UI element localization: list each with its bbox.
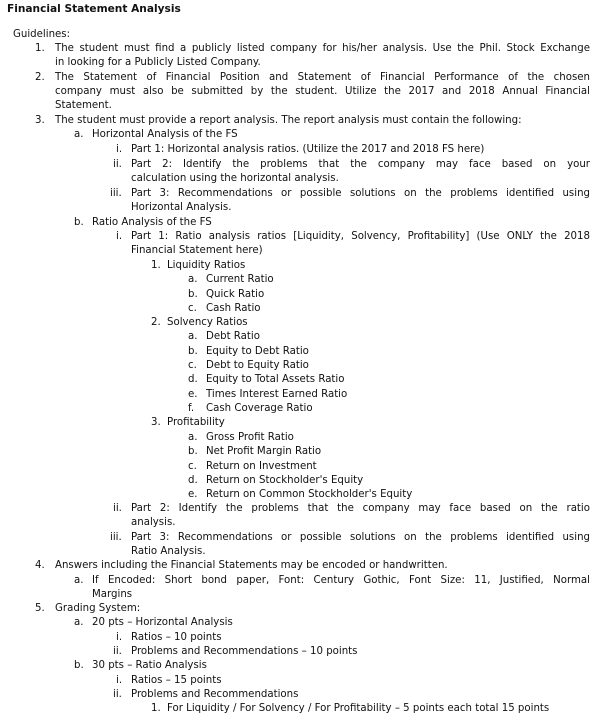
ratio-letter: d. (188, 475, 198, 486)
ratio-letter: a. (188, 274, 198, 285)
ratio-name: Gross Profit Ratio (206, 432, 294, 443)
ratio-name: Debt Ratio (206, 331, 260, 342)
item-4-text: Answers including the Financial Statements may be encoded or handwritten. (55, 560, 448, 571)
item-3b-i-line-2: Financial Statement here) (131, 245, 263, 256)
document-title: Financial Statement Analysis (7, 3, 181, 15)
item-5a-ii-text: Problems and Recommendations – 10 points (131, 646, 358, 657)
item-3b-ii-line-1: Part 2: Identify the problems that the company may face based on the ratio (131, 503, 590, 514)
ratio-name: Cash Ratio (206, 303, 261, 314)
item-5b-i-numeral: i. (116, 675, 123, 686)
ratio-letter: d. (188, 374, 198, 385)
item-3b-ii-line-2: analysis. (131, 517, 176, 528)
ratio-name: Current Ratio (206, 274, 274, 285)
ratio-letter: e. (188, 389, 198, 400)
ratio-name: Return on Investment (206, 461, 317, 472)
ratio-name: Equity to Debt Ratio (206, 346, 309, 357)
item-3a-i-text: Part 1: Horizontal analysis ratios. (Utilize the 2017 and 2018 FS here) (131, 144, 485, 155)
item-3b-iii-line-2: Ratio Analysis. (131, 546, 206, 557)
item-1-line-2: in looking for a Publicly Listed Company. (55, 57, 261, 68)
ratio-name: Equity to Total Assets Ratio (206, 374, 345, 385)
item-5b-ii-numeral: ii. (113, 689, 122, 700)
item-1-line-1: The student must find a publicly listed company for his/her analysis. Use the Phil. Stock Exchange (55, 43, 590, 54)
item-4a-line-1: If Encoded: Short bond paper, Font: Century Gothic, Font Size: 11, Justified, Normal (92, 575, 590, 586)
item-5-text: Grading System: (55, 603, 141, 614)
item-5a-text: 20 pts – Horizontal Analysis (92, 617, 233, 628)
item-3-text: The student must provide a report analysis. The report analysis must contain the following: (55, 115, 522, 126)
ratio-letter: c. (188, 461, 197, 472)
item-2-line-2: company must also be submitted by the student. Utilize the 2017 and 2018 Annual Financial (55, 86, 590, 97)
item-5a-letter: a. (74, 617, 84, 628)
ratio-name: Quick Ratio (206, 289, 265, 300)
item-1-number: 1. (35, 43, 45, 54)
item-3-number: 3. (35, 115, 45, 126)
ratio-letter: c. (188, 360, 197, 371)
ratio-group-number: 1. (151, 260, 161, 271)
item-5b-ii-1-number: 1. (151, 703, 161, 714)
item-3a-text: Horizontal Analysis of the FS (92, 129, 238, 140)
item-5b-ii-text: Problems and Recommendations (131, 689, 299, 700)
item-5a-i-text: Ratios – 10 points (131, 632, 222, 643)
ratio-name: Times Interest Earned Ratio (206, 389, 348, 400)
ratio-letter: c. (188, 303, 197, 314)
item-5b-i-text: Ratios – 15 points (131, 675, 222, 686)
item-4-number: 4. (35, 560, 45, 571)
item-3a-letter: a. (74, 129, 84, 140)
item-5b-letter: b. (74, 660, 84, 671)
item-3b-i-numeral: i. (116, 231, 123, 242)
item-3b-letter: b. (74, 217, 84, 228)
ratio-letter: b. (188, 346, 198, 357)
ratio-group-title-liquidity: Liquidity Ratios (167, 260, 246, 271)
item-3a-iii-line-2: Horizontal Analysis. (131, 202, 232, 213)
item-4a-line-2: Margins (92, 589, 133, 600)
ratio-letter: b. (188, 289, 198, 300)
item-5a-ii-numeral: ii. (113, 646, 122, 657)
item-5b-ii-1-text: For Liquidity / For Solvency / For Profitability – 5 points each total 15 points (167, 703, 550, 714)
item-3b-iii-numeral: iii. (110, 532, 122, 543)
ratio-name: Debt to Equity Ratio (206, 360, 309, 371)
item-2-line-1: The Statement of Financial Position and Statement of Financial Performance of the chosen (55, 72, 590, 83)
ratio-letter: e. (188, 489, 198, 500)
item-5a-i-numeral: i. (116, 632, 123, 643)
guidelines-label: Guidelines: (13, 29, 71, 40)
ratio-letter: f. (188, 403, 195, 414)
item-2-line-3: Statement. (55, 100, 112, 111)
ratio-group-title-solvency: Solvency Ratios (167, 317, 248, 328)
ratio-name: Return on Stockholder's Equity (206, 475, 364, 486)
ratio-letter: a. (188, 432, 198, 443)
ratio-group-number: 2. (151, 317, 161, 328)
ratio-name: Cash Coverage Ratio (206, 403, 313, 414)
item-5b-text: 30 pts – Ratio Analysis (92, 660, 207, 671)
item-3a-ii-line-2: calculation using the horizontal analysis. (131, 173, 339, 184)
item-3b-text: Ratio Analysis of the FS (92, 217, 212, 228)
item-4a-letter: a. (74, 575, 84, 586)
item-3a-iii-numeral: iii. (110, 188, 122, 199)
item-3b-iii-line-1: Part 3: Recommendations or possible solutions on the problems identified using (131, 532, 590, 543)
item-3a-i-numeral: i. (116, 144, 123, 155)
ratio-name: Net Profit Margin Ratio (206, 446, 322, 457)
item-3b-i-line-1: Part 1: Ratio analysis ratios [Liquidity, Solvency, Profitability] (Use ONLY the 2018 (131, 231, 590, 242)
item-3a-iii-line-1: Part 3: Recommendations or possible solutions on the problems identified using (131, 188, 590, 199)
item-3a-ii-line-1: Part 2: Identify the problems that the company may face based on your (131, 159, 590, 170)
ratio-group-number: 3. (151, 417, 161, 428)
item-2-number: 2. (35, 72, 45, 83)
ratio-letter: a. (188, 331, 198, 342)
ratio-name: Return on Common Stockholder's Equity (206, 489, 413, 500)
ratio-group-title-profitability: Profitability (167, 417, 225, 428)
item-3a-ii-numeral: ii. (113, 159, 122, 170)
item-5-number: 5. (35, 603, 45, 614)
ratio-letter: b. (188, 446, 198, 457)
item-3b-ii-numeral: ii. (113, 503, 122, 514)
